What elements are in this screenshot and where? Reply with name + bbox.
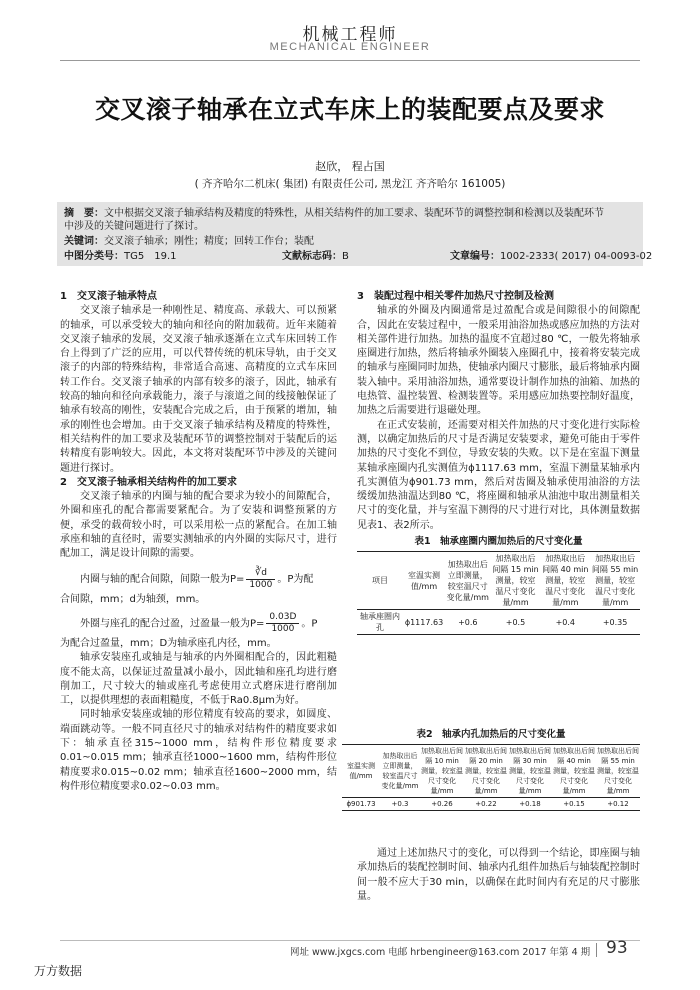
abstract-label: 摘 要： [64, 208, 104, 219]
table-2-header-h2: 加热取出后间隔 20 min 测量，较室温尺寸变化量/mm [464, 745, 508, 798]
left-column [60, 290, 337, 794]
table-1-cell: +0.5 [491, 610, 541, 635]
table-1 [357, 551, 640, 635]
page-number: 93 [606, 938, 628, 958]
table-1-header-item: 项目 [357, 552, 403, 610]
abstract-text-1: 文中根据交叉滚子轴承结构及精度的特殊性，从相关结构件的加工要求、装配环节的调整控制和检测以及装配环节 [104, 208, 604, 219]
formula-1-fraction [246, 567, 275, 591]
section-2-paragraph-3: 同时轴承安装座或轴的形位精度有较高的要求，如圆度、端面跳动等。一般不同直径尺寸的轴承对结构件的精度要求如下：轴承直径315~1000 mm，结构件形位精度要求 0.01~0.015 mm；轴承直径1000~1600 mm，结构件形位精度要求0.015~0.02 mm；轴承直径1600~2000 mm，结构件形位精度要求0.02~0.03 mm。 [60, 709, 337, 792]
table-2-cell: +0.3 [380, 798, 420, 811]
table-2-header-h3: 加热取出后间隔 30 min 测量，较室温尺寸变化量/mm [508, 745, 552, 798]
table-1-header-h1: 加热取出后立即测量，较室温尺寸变化量/mm [445, 552, 491, 610]
formula-2-numerator: 0.03D [266, 612, 299, 624]
formula-2-denominator: 1000 [271, 623, 295, 634]
table-2-block [342, 728, 640, 811]
table-1-header-h4: 加热取出后间隔 55 min 测量，较室温尺寸变化量/mm [590, 552, 640, 610]
formula-2-post: 。P [301, 618, 318, 630]
table-1-header-h2: 加热取出后间隔 15 min 测量，较室温尺寸变化量/mm [491, 552, 541, 610]
footer-rule [60, 940, 640, 941]
right-column [357, 290, 640, 635]
section-2-paragraph-1: 交叉滚子轴承的内圈与轴的配合要求为较小的间隙配合，外圈和座孔的配合都需要紧配合。为了安装和调整预紧的方便，承受的载荷较小时，可以采用松一点的紧配合。在加工轴承座和轴的直径时，需要实测轴承的内外圈的实际尺寸，进行配加工，满足设计间隙的需要。 [60, 491, 337, 560]
table-2-header-h5: 加热取出后间隔 55 min 测量，较室温尺寸变化量/mm [596, 745, 640, 798]
formula-2-explanation: 为配合过盈量，mm；D为轴承座孔内径，mm。 [60, 637, 277, 649]
table-2-cell: +0.18 [508, 798, 552, 811]
keywords-label: 关键词： [64, 236, 104, 247]
formula-1-pre: 内圈与轴的配合间隙，间隙一般为P= [80, 573, 245, 585]
keywords-line [64, 235, 314, 248]
formula-1-post: 。P为配 [277, 573, 314, 585]
doc-code-value: B [342, 251, 349, 262]
doc-code-line [282, 250, 349, 263]
table-2-cell: ϕ901.73 [342, 798, 380, 811]
table-1-cell: +0.4 [540, 610, 590, 635]
section-3-paragraph-1: 轴承的外圈及内圈通常是过盈配合或是间隙很小的间隙配合，因此在安装过程中，一般采用油浴加热或感应加热的方法对相关部件进行加热。加热的温度不宜超过80 ℃，一般先将轴承座圈进行加热，然后将轴承外圈装入座圈孔中，接着将安装完成的轴承与座圈同时加热，使轴承内圈尺寸膨胀，最后将轴承内圈装入轴中。采用油浴加热，通常要设计制作加热的油箱、加热的电热管、温控装置、检测装置等。采用感应加热要控制好温度，加热之后需要进行退磁处理。 [357, 305, 640, 417]
abstract-line-1 [64, 207, 604, 220]
abstract-line-2: 中涉及的关键问题进行了探讨。 [64, 221, 204, 232]
table-2 [342, 744, 640, 811]
footer-contact: 网址 www.jxgcs.com 电邮 hrbengineer@163.com 2017 年第 4 期 [290, 947, 591, 958]
article-no-value: 1002-2333( 2017) 04-0093-02 [500, 251, 653, 262]
article-title: 交叉滚子轴承在立式车床上的装配要点及要求 [94, 95, 605, 124]
sqrt-icon: ∛ [254, 566, 262, 578]
clc-label: 中图分类号： [64, 251, 124, 262]
table-row [357, 610, 640, 635]
section-3-heading: 3 装配过程中相关零件加热尺寸控制及检测 [357, 291, 554, 302]
formula-2 [80, 612, 337, 635]
table-1-cell: +0.6 [445, 610, 491, 635]
table-1-header-h3: 加热取出后间隔 40 min 测量，较室温尺寸变化量/mm [540, 552, 590, 610]
table-2-cell: +0.12 [596, 798, 640, 811]
table-row [342, 798, 640, 811]
table-1-row-label: 轴承座圈内孔 [357, 610, 403, 635]
table-2-cell: +0.15 [552, 798, 596, 811]
table-1-header-room: 室温实测值/mm [403, 552, 445, 610]
table-1-cell: +0.35 [590, 610, 640, 635]
clc-value: TG5 19.1 [124, 251, 177, 262]
section-2-paragraph-2: 轴承安装座孔或轴是与轴承的内外圈相配合的，因此粗糙度不能太高，以保证过盈量减小最小，因此轴和座孔均进行磨削加工，尺寸较大的轴或座孔考虑使用立式磨床进行磨削加工，以提供理想的表面粗糙度，不低于Ra0.8μm为好。 [60, 652, 337, 707]
table-2-cell: +0.22 [464, 798, 508, 811]
formula-2-fraction [266, 612, 299, 635]
wanfang-watermark: 万方数据 [34, 964, 83, 978]
table-2-header-h4: 加热取出后间隔 40 min 测量，较室温尺寸变化量/mm [552, 745, 596, 798]
article-affiliation: ( 齐齐哈尔二机床( 集团) 有限责任公司, 黑龙江 齐齐哈尔 161005) [194, 178, 506, 190]
formula-1-numerator: d [261, 567, 267, 578]
header-rule [60, 60, 640, 61]
doc-code-label: 文献标志码： [282, 251, 342, 262]
article-no-label: 文章编号： [450, 251, 500, 262]
section-1-heading: 1 交叉滚子轴承特点 [60, 291, 157, 302]
table-2-header-room: 室温实测值/mm [342, 745, 380, 798]
clc-line [64, 250, 177, 263]
table-1-cell: ϕ1117.63 [403, 610, 445, 635]
section-3-paragraph-3: 通过上述加热尺寸的变化，可以得到一个结论，即座圈与轴承加热后的装配控制时间、轴承内孔组件加热后与轴装配控制时间一般不应大于30 min，以确保在此时间内有充足的尺寸膨胀量。 [357, 848, 640, 902]
table-2-header-h1: 加热取出后间隔 10 min 测量，较室温尺寸变化量/mm [420, 745, 464, 798]
section-3-paragraph-2: 在正式安装前，还需要对相关件加热的尺寸变化进行实际检测，以确定加热后的尺寸是否满足安装要求，避免可能由于零件加热的尺寸变化不到位，导致安装的失败。以下是在室温下测量某轴承座圈内孔实测值为ϕ1117.63 mm，室温下测量某轴承内孔实测值为ϕ901.73 mm，然后对齿圈及轴承使用油浴的方法缓缓加热油温达到80 ℃，将座圈和轴承从油池中取出测量相关尺寸的变化量，并与室温下测得的尺寸进行对比，具体测量数据见表1、表2所示。 [357, 419, 640, 531]
section-2-heading: 2 交叉滚子轴承相关结构件的加工要求 [60, 476, 237, 488]
formula-1-denominator: 1000 [249, 579, 273, 590]
journal-title-en: MECHANICAL ENGINEER [269, 41, 431, 53]
table-2-cell: +0.26 [420, 798, 464, 811]
formula-1 [80, 567, 337, 591]
section-1-paragraph: 交叉滚子轴承是一种刚性足、精度高、承载大、可以预紧的轴承，可以承受较大的轴向和径向的附加载荷。近年来随着交叉滚子轴承的发展，交叉滚子轴承逐渐在立式车床回转工作台上得到了广泛的应用，可以代替传统的机床导轨，由于交叉滚子的内部的特殊结构，非常适合高速、高精度的立式车床回转工作台。交叉滚子轴承的内部有较多的滚子，因此，轴承有较高的轴向和径向承载能力，滚子与滚道之间的线接触保证了轴承有较高的刚性，安装配合完成之后，由于预紧的增加，轴承的刚性也会增加。由于交叉滚子轴承结构及精度的特殊性，相关结构件的加工要求及装配环节的调整控制对于装配后的运转精度有影响较大。因此，本文将对装配环节中涉及的关键问题进行探讨。 [60, 305, 337, 474]
table-1-caption: 表1 轴承座圈内圈加热后的尺寸变化量 [414, 536, 583, 548]
formula-1-explanation: 合间隙，mm；d为轴颈，mm。 [60, 593, 206, 605]
keywords-text: 交叉滚子轴承；刚性；精度；回转工作台；装配 [104, 236, 314, 247]
article-no-line [450, 250, 652, 263]
article-authors: 赵欣， 程占国 [315, 160, 385, 173]
journal-title-cn: 机械工程师 [302, 25, 398, 45]
formula-2-pre: 外圈与座孔的配合过盈，过盈量一般为P= [80, 618, 265, 630]
footer-divider [596, 943, 597, 957]
right-column-end [357, 847, 640, 904]
table-2-header-h0: 加热取出后立即测量，较室温尺寸变化量/mm [380, 745, 420, 798]
table-2-caption: 表2 轴承内孔加热后的尺寸变化量 [416, 729, 566, 740]
